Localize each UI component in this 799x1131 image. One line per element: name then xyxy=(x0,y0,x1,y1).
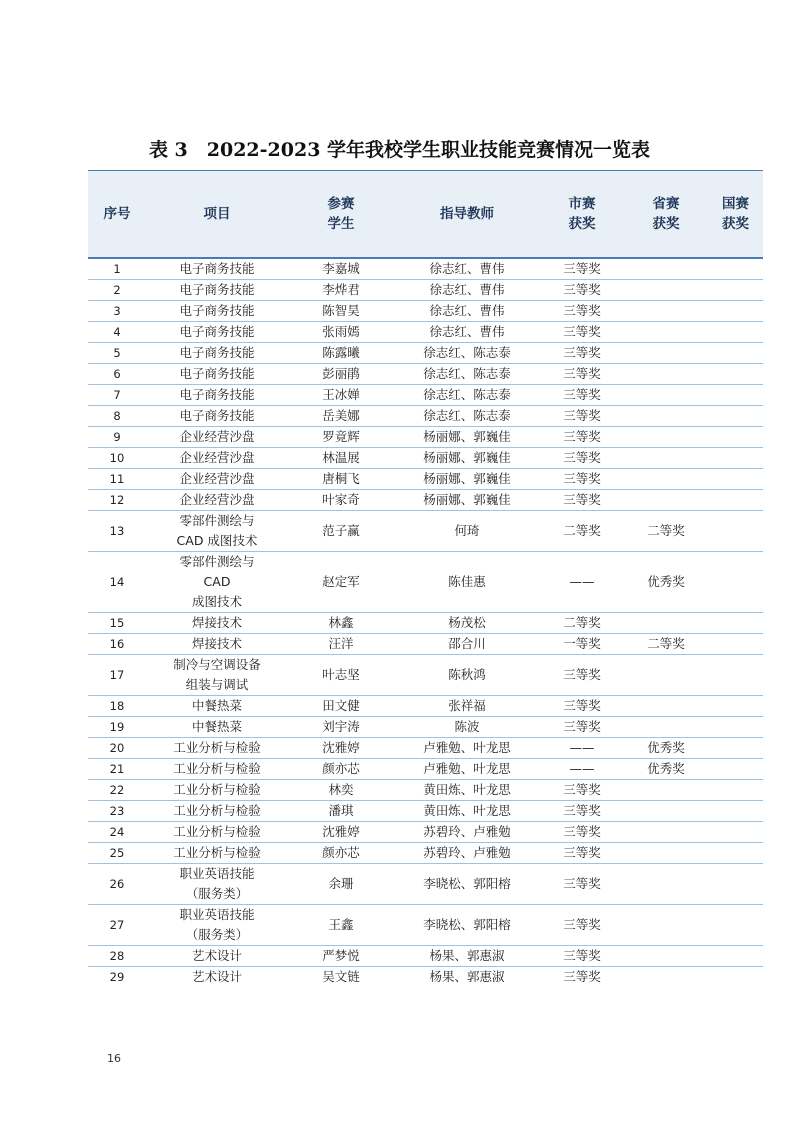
header-student: 参赛 学生 xyxy=(288,171,394,259)
cell-province-award: 二等奖 xyxy=(624,634,708,655)
cell-province-award xyxy=(624,427,708,448)
cell-city-award: —— xyxy=(540,738,624,759)
cell-province-award xyxy=(624,780,708,801)
cell-teacher: 杨果、郭惠淑 xyxy=(429,969,505,984)
cell-seq: 6 xyxy=(88,364,146,385)
cell-teacher: 徐志红、曹伟 xyxy=(394,322,540,343)
cell-province-award xyxy=(624,448,708,469)
cell-national-award xyxy=(708,613,763,634)
cell-project: 工业分析与检验 xyxy=(146,759,288,780)
cell-city-award: —— xyxy=(540,552,624,613)
cell-seq: 11 xyxy=(88,469,146,490)
table-row xyxy=(88,967,763,988)
cell-province-award xyxy=(624,469,708,490)
cell-student: 沈雅婷 xyxy=(288,822,394,843)
header-project: 项目 xyxy=(146,171,288,259)
cell-city-award: 三等奖 xyxy=(540,427,624,448)
cell-student: 颜亦芯 xyxy=(288,759,394,780)
competition-table xyxy=(88,170,763,987)
cell-national-award xyxy=(708,946,763,967)
cell-province-award xyxy=(624,406,708,427)
cell-student: 范子赢 xyxy=(288,511,394,552)
cell-seq: 25 xyxy=(88,843,146,864)
cell-student: 汪洋 xyxy=(288,634,394,655)
cell-teacher: 苏碧玲、卢雅勉 xyxy=(394,843,540,864)
cell-city-award: 三等奖 xyxy=(540,905,624,946)
table-body xyxy=(88,258,763,987)
cell-national-award xyxy=(708,864,763,905)
cell-teacher: 杨丽娜、郭巍佳 xyxy=(394,469,540,490)
cell-student: 潘琪 xyxy=(288,801,394,822)
cell-student: 林奕 xyxy=(288,780,394,801)
table-row xyxy=(88,655,763,696)
cell-city-award: —— xyxy=(540,759,624,780)
cell-city-award: 三等奖 xyxy=(540,843,624,864)
cell-province-award: 二等奖 xyxy=(624,511,708,552)
cell-project: 制冷与空调设备 组装与调试 xyxy=(146,655,288,696)
cell-student: 叶志坚 xyxy=(288,655,394,696)
cell-teacher: 徐志红、陈志泰 xyxy=(394,406,540,427)
cell-seq: 13 xyxy=(88,511,146,552)
cell-province-award xyxy=(624,490,708,511)
cell-seq: 21 xyxy=(88,759,146,780)
cell-project: 工业分析与检验 xyxy=(146,801,288,822)
cell-student: 王冰婵 xyxy=(288,385,394,406)
cell-seq: 10 xyxy=(88,448,146,469)
cell-project: 企业经营沙盘 xyxy=(146,427,288,448)
cell-seq: 2 xyxy=(88,280,146,301)
cell-seq: 29 xyxy=(109,970,125,984)
table-row xyxy=(88,385,763,406)
cell-province-award xyxy=(624,322,708,343)
cell-teacher: 杨丽娜、郭巍佳 xyxy=(394,448,540,469)
cell-national-award xyxy=(708,301,763,322)
cell-national-award xyxy=(708,280,763,301)
cell-teacher: 邵合川 xyxy=(394,634,540,655)
cell-city-award: 二等奖 xyxy=(540,613,624,634)
cell-teacher: 陈波 xyxy=(394,717,540,738)
cell-student: 李烨君 xyxy=(288,280,394,301)
cell-student: 刘宇涛 xyxy=(288,717,394,738)
cell-student: 王鑫 xyxy=(288,905,394,946)
cell-city-award: 三等奖 xyxy=(540,258,624,280)
table-row xyxy=(88,801,763,822)
table-row xyxy=(88,822,763,843)
table-row xyxy=(88,448,763,469)
cell-teacher: 徐志红、曹伟 xyxy=(394,258,540,280)
cell-student: 吴文链 xyxy=(322,969,360,984)
cell-national-award xyxy=(708,511,763,552)
cell-seq: 1 xyxy=(88,258,146,280)
cell-national-award xyxy=(708,469,763,490)
cell-city-award: 三等奖 xyxy=(540,655,624,696)
cell-project: 电子商务技能 xyxy=(146,364,288,385)
cell-province-award xyxy=(624,385,708,406)
cell-province-award xyxy=(624,280,708,301)
cell-city-award: 二等奖 xyxy=(540,511,624,552)
cell-city-award: 三等奖 xyxy=(540,469,624,490)
cell-student: 叶家奇 xyxy=(288,490,394,511)
cell-project: 零部件测绘与 CAD 成图技术 xyxy=(146,552,288,613)
cell-seq: 23 xyxy=(88,801,146,822)
cell-teacher: 陈佳惠 xyxy=(394,552,540,613)
cell-national-award xyxy=(708,448,763,469)
cell-national-award xyxy=(708,364,763,385)
cell-project: 焊接技术 xyxy=(146,634,288,655)
cell-teacher: 杨丽娜、郭巍佳 xyxy=(394,427,540,448)
cell-project: 电子商务技能 xyxy=(146,322,288,343)
cell-city-award: 三等奖 xyxy=(540,801,624,822)
cell-seq: 18 xyxy=(88,696,146,717)
cell-project: 电子商务技能 xyxy=(146,406,288,427)
cell-city-award: 三等奖 xyxy=(540,385,624,406)
cell-teacher: 黄田炼、叶龙思 xyxy=(394,801,540,822)
cell-province-award xyxy=(624,843,708,864)
cell-province-award xyxy=(624,613,708,634)
table-row xyxy=(88,280,763,301)
cell-city-award: 三等奖 xyxy=(540,490,624,511)
cell-teacher: 杨果、郭惠淑 xyxy=(394,946,540,967)
cell-province-award xyxy=(624,822,708,843)
cell-national-award xyxy=(708,552,763,613)
cell-province-award xyxy=(624,905,708,946)
cell-seq: 15 xyxy=(88,613,146,634)
cell-teacher: 苏碧玲、卢雅勉 xyxy=(394,822,540,843)
table-header-row xyxy=(88,171,763,259)
cell-national-award xyxy=(708,801,763,822)
table-row xyxy=(88,634,763,655)
table-row xyxy=(88,905,763,946)
table-row xyxy=(88,780,763,801)
table-row xyxy=(88,696,763,717)
table-row xyxy=(88,427,763,448)
cell-national-award xyxy=(708,385,763,406)
cell-seq: 14 xyxy=(88,552,146,613)
cell-seq: 19 xyxy=(88,717,146,738)
cell-seq: 27 xyxy=(88,905,146,946)
table-row xyxy=(88,552,763,613)
cell-project: 企业经营沙盘 xyxy=(146,448,288,469)
cell-project: 艺术设计 xyxy=(191,969,242,984)
table-row xyxy=(88,717,763,738)
cell-project: 工业分析与检验 xyxy=(146,780,288,801)
cell-teacher: 张祥福 xyxy=(394,696,540,717)
cell-student: 赵定军 xyxy=(288,552,394,613)
cell-teacher: 卢雅勉、叶龙思 xyxy=(394,738,540,759)
cell-national-award xyxy=(708,759,763,780)
cell-seq: 7 xyxy=(88,385,146,406)
cell-student: 林温展 xyxy=(288,448,394,469)
cell-national-award xyxy=(708,843,763,864)
table-row xyxy=(88,613,763,634)
cell-project: 工业分析与检验 xyxy=(146,738,288,759)
cell-project: 电子商务技能 xyxy=(146,301,288,322)
cell-teacher: 杨茂松 xyxy=(394,613,540,634)
cell-student: 唐桐飞 xyxy=(288,469,394,490)
cell-teacher: 徐志红、曹伟 xyxy=(394,301,540,322)
cell-national-award xyxy=(708,717,763,738)
cell-city-award: 三等奖 xyxy=(540,780,624,801)
cell-teacher: 徐志红、曹伟 xyxy=(394,280,540,301)
cell-province-award xyxy=(624,967,708,988)
cell-project: 电子商务技能 xyxy=(146,343,288,364)
table-row xyxy=(88,511,763,552)
header-national-award: 国赛 获奖 xyxy=(708,171,763,259)
table-row xyxy=(88,490,763,511)
cell-seq: 20 xyxy=(88,738,146,759)
cell-student: 陈露曦 xyxy=(288,343,394,364)
cell-seq: 3 xyxy=(88,301,146,322)
cell-student: 沈雅婷 xyxy=(288,738,394,759)
cell-city-award: 三等奖 xyxy=(540,406,624,427)
cell-national-award xyxy=(708,258,763,280)
cell-seq: 28 xyxy=(88,946,146,967)
cell-province-award xyxy=(624,301,708,322)
cell-city-award: 三等奖 xyxy=(540,364,624,385)
cell-province-award: 优秀奖 xyxy=(624,738,708,759)
header-teacher: 指导教师 xyxy=(394,171,540,259)
cell-national-award xyxy=(708,780,763,801)
cell-teacher: 徐志红、陈志泰 xyxy=(394,364,540,385)
cell-student: 李嘉城 xyxy=(288,258,394,280)
table-row xyxy=(88,322,763,343)
cell-province-award xyxy=(624,717,708,738)
cell-seq: 9 xyxy=(88,427,146,448)
cell-seq: 22 xyxy=(88,780,146,801)
cell-seq: 12 xyxy=(88,490,146,511)
cell-province-award xyxy=(624,696,708,717)
cell-student: 林鑫 xyxy=(288,613,394,634)
cell-student: 陈智昊 xyxy=(288,301,394,322)
cell-project: 工业分析与检验 xyxy=(146,822,288,843)
page-number: 16 xyxy=(107,1052,121,1065)
cell-national-award xyxy=(708,322,763,343)
cell-seq: 24 xyxy=(88,822,146,843)
cell-province-award: 优秀奖 xyxy=(624,759,708,780)
cell-province-award: 优秀奖 xyxy=(624,552,708,613)
cell-teacher: 卢雅勉、叶龙思 xyxy=(394,759,540,780)
cell-project: 焊接技术 xyxy=(146,613,288,634)
cell-teacher: 何琦 xyxy=(394,511,540,552)
cell-project: 中餐热菜 xyxy=(146,717,288,738)
cell-teacher: 李晓松、郭阳榕 xyxy=(394,864,540,905)
table-row xyxy=(88,258,763,280)
cell-project: 电子商务技能 xyxy=(146,385,288,406)
table-row xyxy=(88,406,763,427)
cell-national-award xyxy=(708,490,763,511)
cell-city-award: 三等奖 xyxy=(540,864,624,905)
header-city-award: 市赛 获奖 xyxy=(540,171,624,259)
cell-province-award xyxy=(624,655,708,696)
cell-seq: 8 xyxy=(88,406,146,427)
cell-teacher: 杨丽娜、郭巍佳 xyxy=(394,490,540,511)
header-province-award: 省赛 获奖 xyxy=(624,171,708,259)
cell-city-award: 三等奖 xyxy=(540,322,624,343)
cell-city-award: 三等奖 xyxy=(540,822,624,843)
table-title: 表 3 2022-2023 学年我校学生职业技能竞赛情况一览表 xyxy=(148,139,651,161)
cell-seq: 26 xyxy=(88,864,146,905)
cell-project: 职业英语技能 （服务类） xyxy=(146,864,288,905)
cell-seq: 4 xyxy=(88,322,146,343)
table-row xyxy=(88,469,763,490)
cell-province-award xyxy=(624,864,708,905)
cell-province-award xyxy=(624,801,708,822)
cell-city-award: 三等奖 xyxy=(540,696,624,717)
cell-teacher: 陈秋鸿 xyxy=(394,655,540,696)
cell-project: 电子商务技能 xyxy=(146,280,288,301)
cell-project: 零部件测绘与 CAD 成图技术 xyxy=(146,511,288,552)
cell-project: 中餐热菜 xyxy=(146,696,288,717)
cell-national-award xyxy=(708,738,763,759)
cell-teacher: 徐志红、陈志泰 xyxy=(394,343,540,364)
cell-national-award xyxy=(708,696,763,717)
cell-student: 余珊 xyxy=(288,864,394,905)
cell-city-award: 三等奖 xyxy=(540,448,624,469)
cell-student: 岳美娜 xyxy=(288,406,394,427)
table-row xyxy=(88,364,763,385)
table-row xyxy=(88,301,763,322)
cell-province-award xyxy=(624,258,708,280)
cell-national-award xyxy=(708,343,763,364)
cell-city-award: 三等奖 xyxy=(563,969,601,984)
table-row xyxy=(88,738,763,759)
cell-city-award: 三等奖 xyxy=(540,301,624,322)
cell-student: 彭丽鹃 xyxy=(288,364,394,385)
cell-city-award: 三等奖 xyxy=(540,946,624,967)
table-row xyxy=(88,864,763,905)
cell-national-award xyxy=(708,406,763,427)
cell-teacher: 黄田炼、叶龙思 xyxy=(394,780,540,801)
cell-student: 罗竟辉 xyxy=(288,427,394,448)
cell-project: 艺术设计 xyxy=(146,946,288,967)
cell-national-award xyxy=(708,427,763,448)
header-seq: 序号 xyxy=(88,171,146,259)
cell-national-award xyxy=(708,822,763,843)
cell-national-award xyxy=(708,967,763,988)
cell-national-award xyxy=(708,655,763,696)
cell-province-award xyxy=(624,364,708,385)
cell-national-award xyxy=(708,634,763,655)
cell-national-award xyxy=(708,905,763,946)
cell-province-award xyxy=(624,946,708,967)
cell-project: 工业分析与检验 xyxy=(146,843,288,864)
cell-project: 电子商务技能 xyxy=(146,258,288,280)
cell-student: 张雨嫣 xyxy=(288,322,394,343)
cell-seq: 5 xyxy=(88,343,146,364)
cell-student: 田文健 xyxy=(288,696,394,717)
table-row xyxy=(88,759,763,780)
cell-seq: 16 xyxy=(88,634,146,655)
cell-province-award xyxy=(624,343,708,364)
cell-teacher: 徐志红、陈志泰 xyxy=(394,385,540,406)
cell-project: 企业经营沙盘 xyxy=(146,469,288,490)
cell-project: 职业英语技能 （服务类） xyxy=(146,905,288,946)
cell-seq: 17 xyxy=(88,655,146,696)
cell-teacher: 李晓松、郭阳榕 xyxy=(394,905,540,946)
cell-city-award: 三等奖 xyxy=(540,280,624,301)
cell-city-award: 三等奖 xyxy=(540,717,624,738)
table-row xyxy=(88,843,763,864)
cell-project: 企业经营沙盘 xyxy=(146,490,288,511)
cell-city-award: 一等奖 xyxy=(540,634,624,655)
cell-student: 严梦悦 xyxy=(288,946,394,967)
cell-student: 颜亦芯 xyxy=(288,843,394,864)
table-row xyxy=(88,946,763,967)
table-row xyxy=(88,343,763,364)
cell-city-award: 三等奖 xyxy=(540,343,624,364)
